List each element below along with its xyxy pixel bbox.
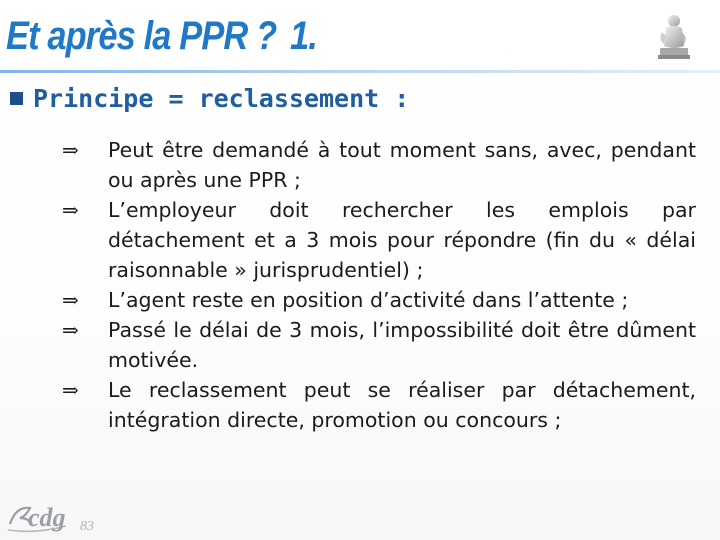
square-bullet-icon	[10, 92, 23, 105]
list-item-text: Le reclassement peut se réaliser par détachement, intégration directe, promotion ou concours ;	[108, 378, 696, 432]
list-item	[62, 375, 696, 435]
logo-letters: cdg	[28, 503, 66, 532]
list-item-text: L’agent reste en position d’activité dans l’attente ;	[108, 288, 629, 312]
implies-arrow-icon: ⇒	[62, 378, 79, 402]
slide-title-number: 1.	[290, 14, 317, 58]
implies-arrow-icon: ⇒	[62, 198, 79, 222]
implies-arrow-icon: ⇒	[62, 318, 79, 342]
implies-arrow-icon: ⇒	[62, 288, 79, 312]
title-underline	[0, 70, 720, 73]
list-item	[62, 285, 696, 315]
statue-icon	[652, 12, 692, 60]
list-item	[62, 135, 696, 195]
section-heading	[10, 84, 409, 113]
list-item-text: L’employeur doit rechercher les emplois par détachement et a 3 mois pour répondre (fin du « délai raisonnable » jurisprudentiel) ;	[108, 198, 696, 282]
cdg-logo	[6, 494, 116, 538]
bullet-list	[62, 135, 696, 435]
logo-number: 83	[80, 519, 94, 534]
list-item-text: Passé le délai de 3 mois, l’impossibilité doit être dûment motivée.	[108, 318, 696, 372]
slide-title	[6, 14, 317, 59]
list-item	[62, 315, 696, 375]
implies-arrow-icon: ⇒	[62, 138, 79, 162]
list-item-text: Peut être demandé à tout moment sans, avec, pendant ou après une PPR ;	[108, 138, 696, 192]
slide-title-text: Et après la PPR ?	[6, 14, 277, 58]
section-heading-text: Principe = reclassement :	[33, 84, 410, 113]
list-item	[62, 195, 696, 285]
